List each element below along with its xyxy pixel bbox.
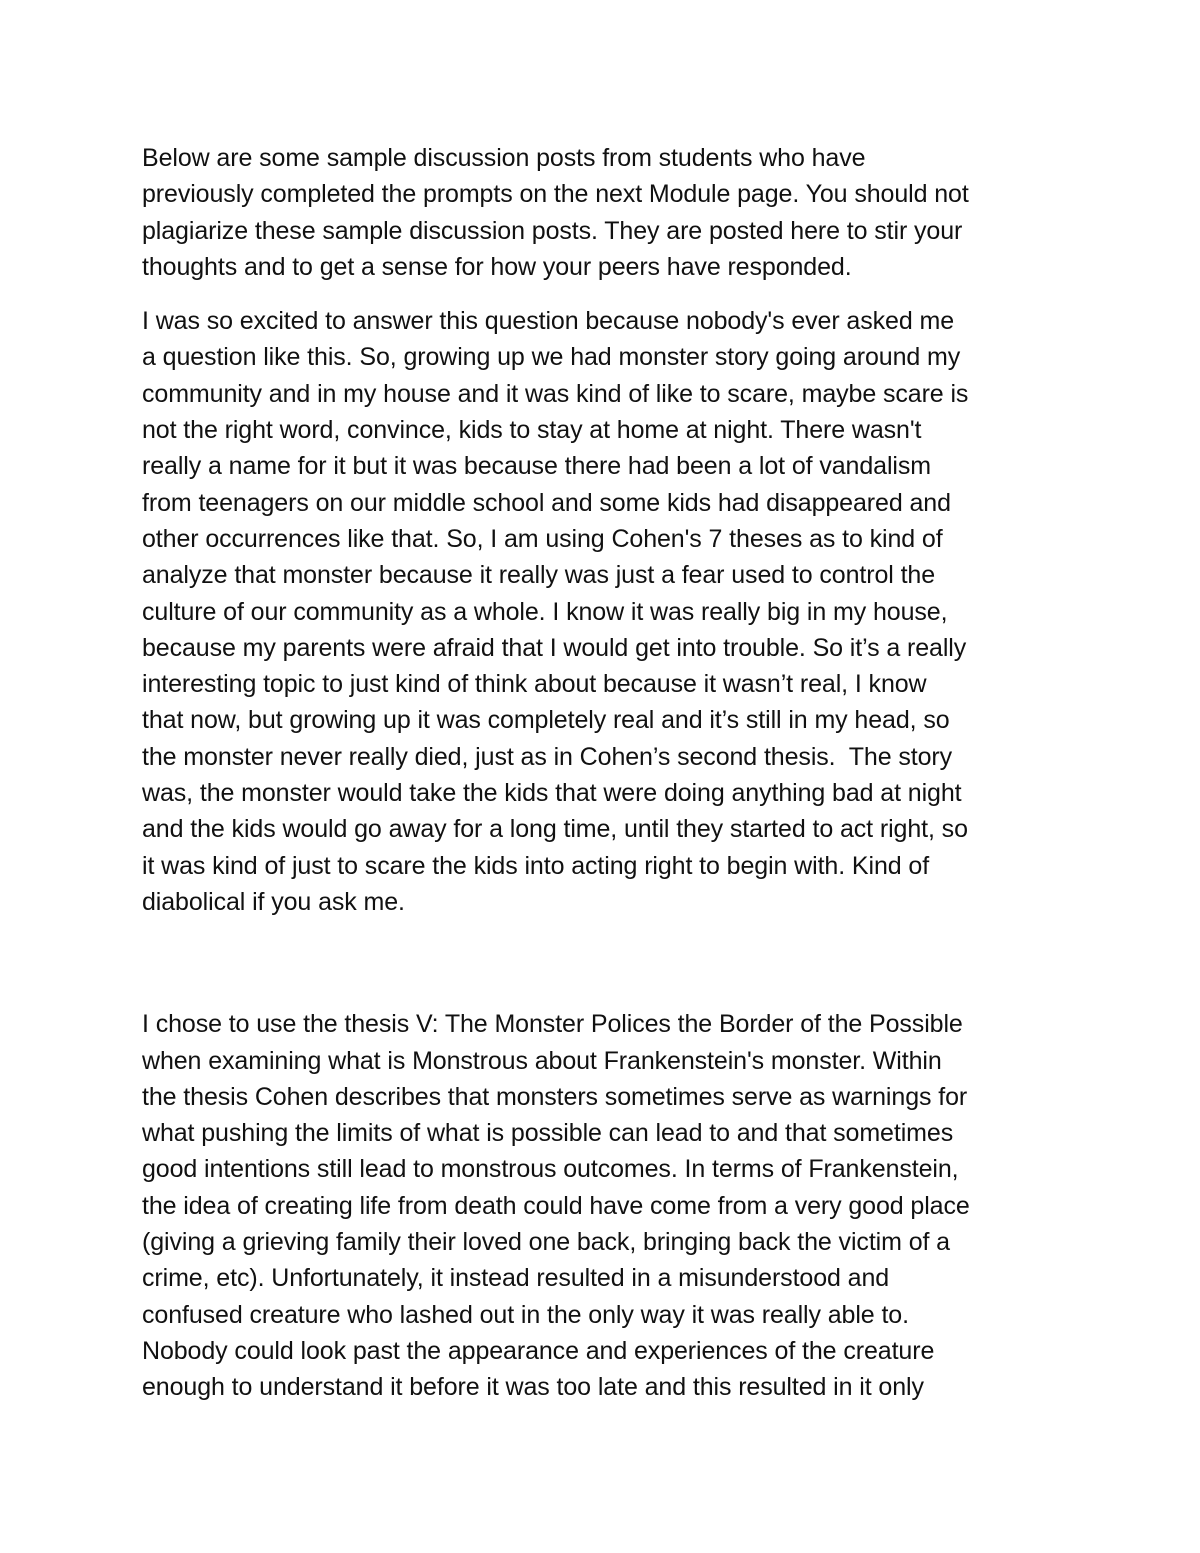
text-line: really a name for it but it was because there had been a lot of vandalism: [142, 452, 931, 481]
text-line: community and in my house and it was kind of like to scare, maybe scare is: [142, 379, 969, 408]
text-line: thoughts and to get a sense for how your peers have responded.: [142, 252, 852, 281]
text-line: that now, but growing up it was completely real and it’s still in my head, so: [142, 706, 950, 735]
text-line: crime, etc). Unfortunately, it instead resulted in a misunderstood and: [142, 1264, 890, 1293]
sample-post-2: [142, 1006, 1072, 1405]
text-line: Nobody could look past the appearance and experiences of the creature: [142, 1336, 935, 1365]
text-line: was, the monster would take the kids that were doing anything bad at night: [142, 779, 962, 808]
text-line: interesting topic to just kind of think about because it wasn’t real, I know: [142, 670, 927, 699]
text-line: a question like this. So, growing up we had monster story going around my: [142, 343, 961, 372]
text-line: diabolical if you ask me.: [142, 887, 405, 916]
text-line: I chose to use the thesis V: The Monster Polices the Border of the Possible: [142, 1010, 963, 1039]
text-line: previously completed the prompts on the next Module page. You should not: [142, 180, 969, 209]
text-line: analyze that monster because it really was just a fear used to control the: [142, 561, 936, 590]
text-line: plagiarize these sample discussion posts. They are posted here to stir your: [142, 216, 963, 245]
text-line: Below are some sample discussion posts from students who have: [142, 144, 866, 172]
document-body: [142, 140, 1072, 1406]
text-line: enough to understand it before it was too late and this resulted in it only: [142, 1373, 924, 1402]
text-line: what pushing the limits of what is possible can lead to and that sometimes: [142, 1119, 954, 1148]
text-line: I was so excited to answer this question because nobody's ever asked me: [142, 307, 955, 336]
sample-post-1: [142, 303, 1072, 920]
text-line: the thesis Cohen describes that monsters sometimes serve as warnings for: [142, 1082, 968, 1111]
text-line: the monster never really died, just as in Cohen’s second thesis. The story: [142, 742, 953, 771]
text-line: because my parents were afraid that I would get into trouble. So it’s a really: [142, 633, 967, 662]
text-line: not the right word, convince, kids to stay at home at night. There wasn't: [142, 416, 922, 445]
text-line: (giving a grieving family their loved one back, bringing back the victim of a: [142, 1228, 950, 1257]
text-line: other occurrences like that. So, I am using Cohen's 7 theses as to kind of: [142, 524, 943, 553]
text-line: the idea of creating life from death could have come from a very good place: [142, 1191, 970, 1220]
text-line: it was kind of just to scare the kids into acting right to begin with. Kind of: [142, 851, 930, 880]
intro-paragraph: [142, 140, 1072, 285]
text-line: good intentions still lead to monstrous outcomes. In terms of Frankenstein,: [142, 1155, 959, 1184]
text-line: when examining what is Monstrous about Frankenstein's monster. Within: [142, 1046, 942, 1075]
text-line: from teenagers on our middle school and some kids had disappeared and: [142, 488, 951, 517]
text-line: culture of our community as a whole. I know it was really big in my house,: [142, 597, 948, 626]
text-line: confused creature who lashed out in the only way it was really able to.: [142, 1300, 909, 1329]
text-line: and the kids would go away for a long time, until they started to act right, so: [142, 815, 968, 844]
